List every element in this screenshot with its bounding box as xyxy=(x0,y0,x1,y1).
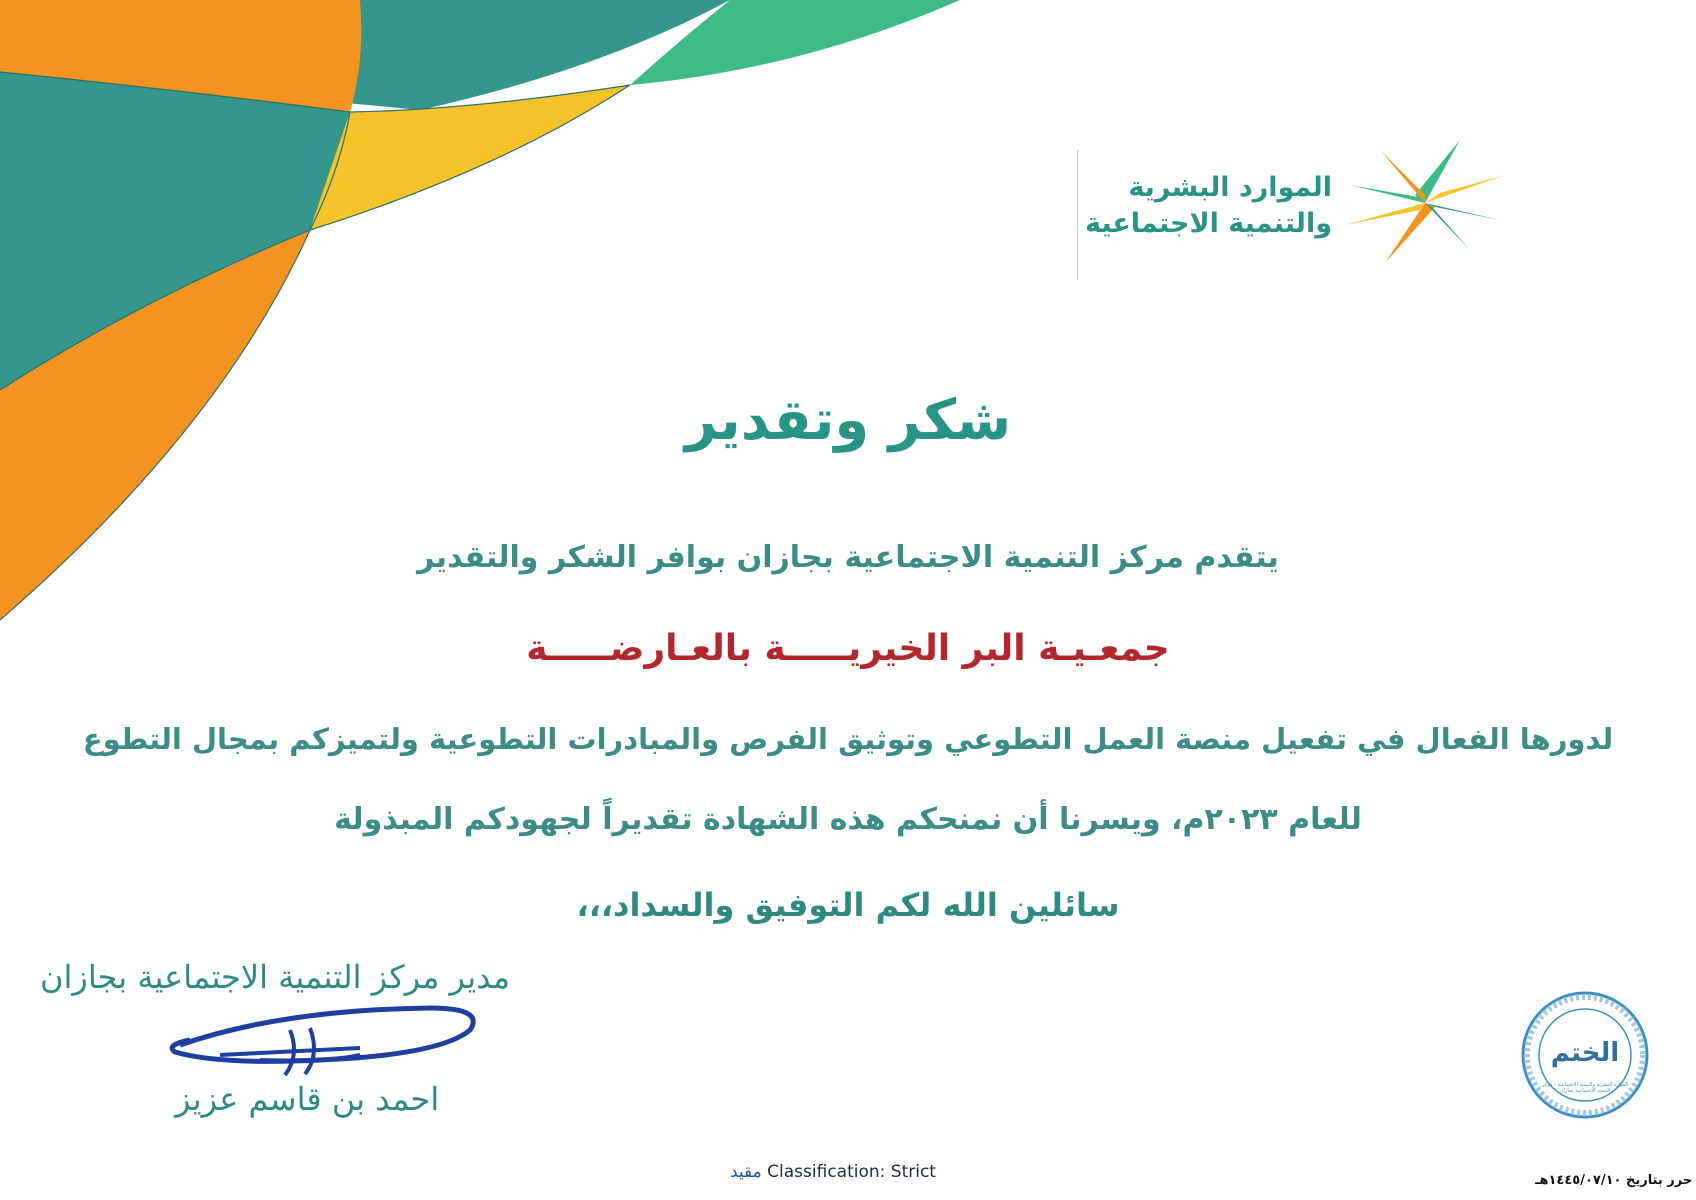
certificate-title: شكر وتقدير xyxy=(684,388,1012,453)
yellow-band xyxy=(310,85,630,230)
star-emblem-icon xyxy=(1340,135,1510,265)
body-line-1: لدورها الفعال في تفعيل منصة العمل التطوعي وتوثيق الفرص والمبادرات التطوعية ولتميزكم بمجال التطوع xyxy=(82,722,1614,756)
issue-date: حرر بتاريخ ١٤٤٥/٠٧/١٠هـ xyxy=(1535,1173,1693,1188)
signatory-name: احمد بن قاسم عزيز xyxy=(175,1080,440,1118)
seal-ring-text: الموارد البشرية والتنمية الاجتماعية - مركز التنمية الاجتماعية بجازان xyxy=(1541,1082,1629,1094)
signatory-role: مدير مركز التنمية الاجتماعية بجازان xyxy=(40,958,511,996)
closing-line: سائلين الله لكم التوفيق والسداد،،، xyxy=(576,886,1120,924)
handwritten-signature xyxy=(160,1000,490,1080)
body-line-2: للعام ٢٠٢٣م، ويسرنا أن نمنحكم هذه الشهادة تقديراً لجهودكم المبذولة xyxy=(334,802,1362,837)
logo-line-1: الموارد البشرية xyxy=(1128,172,1332,203)
official-seal xyxy=(1520,990,1650,1120)
classification-arabic: مقيد xyxy=(730,1162,762,1182)
organization-name: جمعـيـة البر الخيريـــــة بالعـارضـــــة xyxy=(526,628,1170,669)
classification-english: Classification: Strict xyxy=(767,1162,936,1182)
logo-line-2: والتنمية الاجتماعية xyxy=(1084,208,1332,239)
intro-line: يتقدم مركز التنمية الاجتماعية بجازان بوافر الشكر والتقدير xyxy=(417,540,1279,575)
seal-label: الختم xyxy=(1550,1038,1620,1068)
classification-label xyxy=(730,1162,936,1182)
logo-divider xyxy=(1077,150,1078,280)
